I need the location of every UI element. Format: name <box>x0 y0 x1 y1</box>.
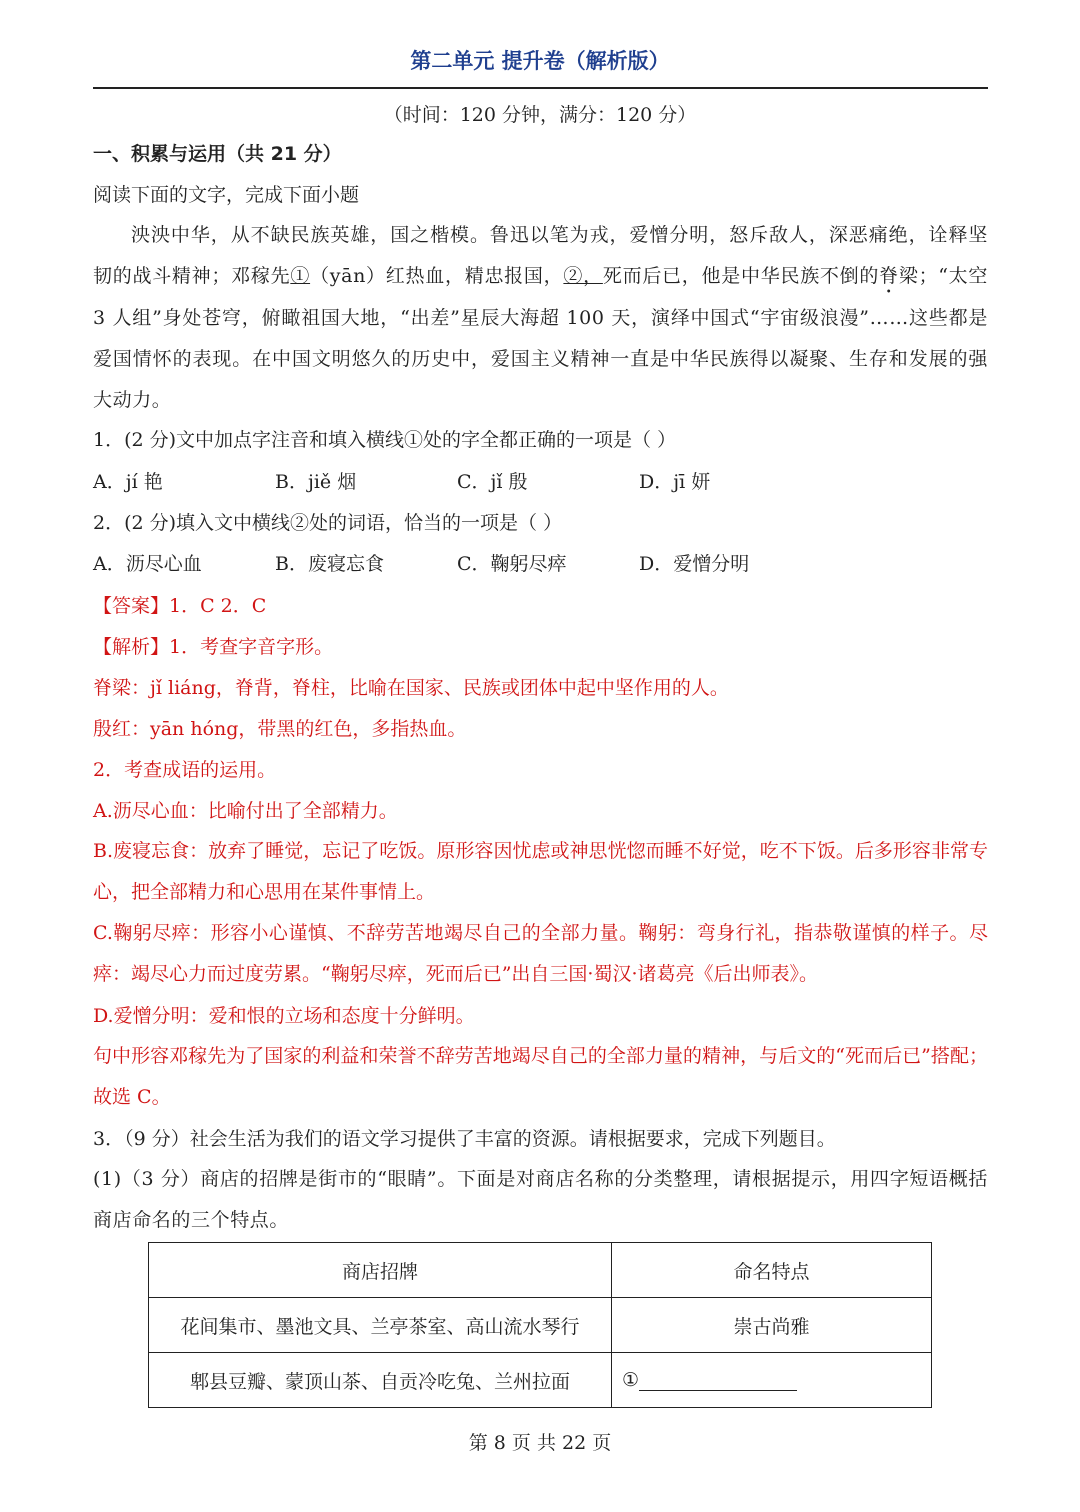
table-row <box>149 1298 932 1353</box>
question-1-stem: 1．(2 分)文中加点字注音和填入横线①处的字全都正确的一项是（ ） <box>93 429 677 451</box>
passage-text-4: 梁；“太空 3 人组”身处苍穹，俯瞰祖国大地，“出差”星辰大海超 100 天，演绎中国式“宇宙级浪漫”……这些都是爱国情怀的表现。在中国文明悠久的历史中，爱国主义精神一直是中华民族得以凝聚、生存和发展的强大动力。 <box>93 265 988 411</box>
answer-line <box>93 592 988 620</box>
table-header-cell: 命名特点 <box>612 1243 932 1298</box>
table-header-cell: 商店招牌 <box>149 1243 612 1298</box>
analysis-intro-line <box>93 633 988 661</box>
analysis-option-d: D.爱憎分明：爱和恨的立场和态度十分鲜明。 <box>93 1005 475 1027</box>
reading-passage <box>93 215 988 421</box>
analysis-option-b: B.废寝忘食：放弃了睡觉，忘记了吃饭。原形容因忧虑或神思恍惚而睡不好觉，吃不下饭。后多形容非常专心，把全部精力和心思用在某件事情上。 <box>93 840 988 903</box>
q1-option-d: D．jī 妍 <box>639 471 711 493</box>
q2-option-b: B．废寝忘食 <box>275 553 384 575</box>
table-cell: 花间集市、墨池文具、兰亭茶室、高山流水琴行 <box>149 1298 612 1353</box>
answer-blank-line <box>639 1370 797 1391</box>
passage-text-3: 死而后已，他是中华民族不倒的 <box>602 265 880 287</box>
blank-2: ②， <box>563 265 603 287</box>
answer-text: 1．C 2．C <box>169 595 267 617</box>
question-2-stem: 2．(2 分)填入文中横线②处的词语，恰当的一项是（ ） <box>93 512 563 534</box>
question-3-stem: 3．（9 分）社会生活为我们的语文学习提供了丰富的资源。请根据要求，完成下列题目。 <box>93 1128 836 1150</box>
blank-marker: ① <box>622 1369 640 1391</box>
analysis-line: 2．考查成语的运用。 <box>93 759 277 781</box>
q2-option-a: A．沥尽心血 <box>93 553 202 575</box>
analysis-line: 殷红：yān hóng，带黑的红色，多指热血。 <box>93 718 467 740</box>
table-cell: 崇古尚雅 <box>612 1298 932 1353</box>
table-row <box>149 1353 932 1408</box>
blank-1: ① <box>290 265 311 287</box>
header-divider <box>93 87 988 89</box>
table-cell: 郫县豆瓣、蒙顶山茶、自贡冷吃兔、兰州拉面 <box>149 1353 612 1408</box>
question-3-sub1: (1)（3 分）商店的招牌是街市的“眼睛”。下面是对商店名称的分类整理，请根据提示，用四字短语概括商店命名的三个特点。 <box>93 1168 988 1231</box>
exam-time-info: （时间：120 分钟，满分：120 分） <box>383 104 697 126</box>
passage-text-2: （yān）红热血，精忠报国， <box>310 265 564 287</box>
analysis-line: A.沥尽心血：比喻付出了全部精力。 <box>93 800 398 822</box>
passage-text-1: 泱泱中华，从不缺民族英雄，国之楷模。鲁迅以笔为戎，爱憎分明，怒斥敌人，深恶痛绝，诠释坚韧的战斗精神；邓稼先 <box>93 224 988 287</box>
q2-option-d: D．爱憎分明 <box>639 553 750 575</box>
analysis-label: 【解析】 <box>93 636 170 658</box>
section-title: 一、积累与运用（共 21 分） <box>93 143 342 165</box>
q1-option-a: A．jí 艳 <box>93 471 163 493</box>
q1-option-c: C．jǐ 殷 <box>457 471 528 493</box>
page-footer: 第 8 页 共 22 页 <box>468 1432 612 1454</box>
reading-instruction: 阅读下面的文字，完成下面小题 <box>93 184 360 206</box>
page-title: 第二单元 提升卷（解析版） <box>410 49 670 73</box>
analysis-option-c: C.鞠躬尽瘁：形容小心谨慎、不辞劳苦地竭尽自己的全部力量。鞠躬：弯身行礼，指恭敬谨慎的样子。尽瘁：竭尽心力而过度劳累。“鞠躬尽瘁，死而后已”出自三国·蜀汉·诸葛亮《后出师表》。 <box>93 922 988 985</box>
dotted-character: 脊 <box>879 265 899 287</box>
analysis-conclusion: 句中形容邓稼先为了国家的利益和荣誉不辞劳苦地竭尽自己的全部力量的精神，与后文的“死而后已”搭配；故选 C。 <box>93 1045 988 1108</box>
analysis-intro: 1．考查字音字形。 <box>169 636 334 658</box>
q1-option-b: B．jiě 烟 <box>275 471 357 493</box>
table-header-row <box>149 1243 932 1298</box>
q2-option-c: C．鞠躬尽瘁 <box>457 553 567 575</box>
shop-names-table <box>148 1242 932 1408</box>
table-cell-blank <box>612 1353 932 1408</box>
answer-label: 【答案】 <box>93 595 170 617</box>
analysis-line: 脊梁：jǐ liáng，脊背，脊柱，比喻在国家、民族或团体中起中坚作用的人。 <box>93 677 729 699</box>
